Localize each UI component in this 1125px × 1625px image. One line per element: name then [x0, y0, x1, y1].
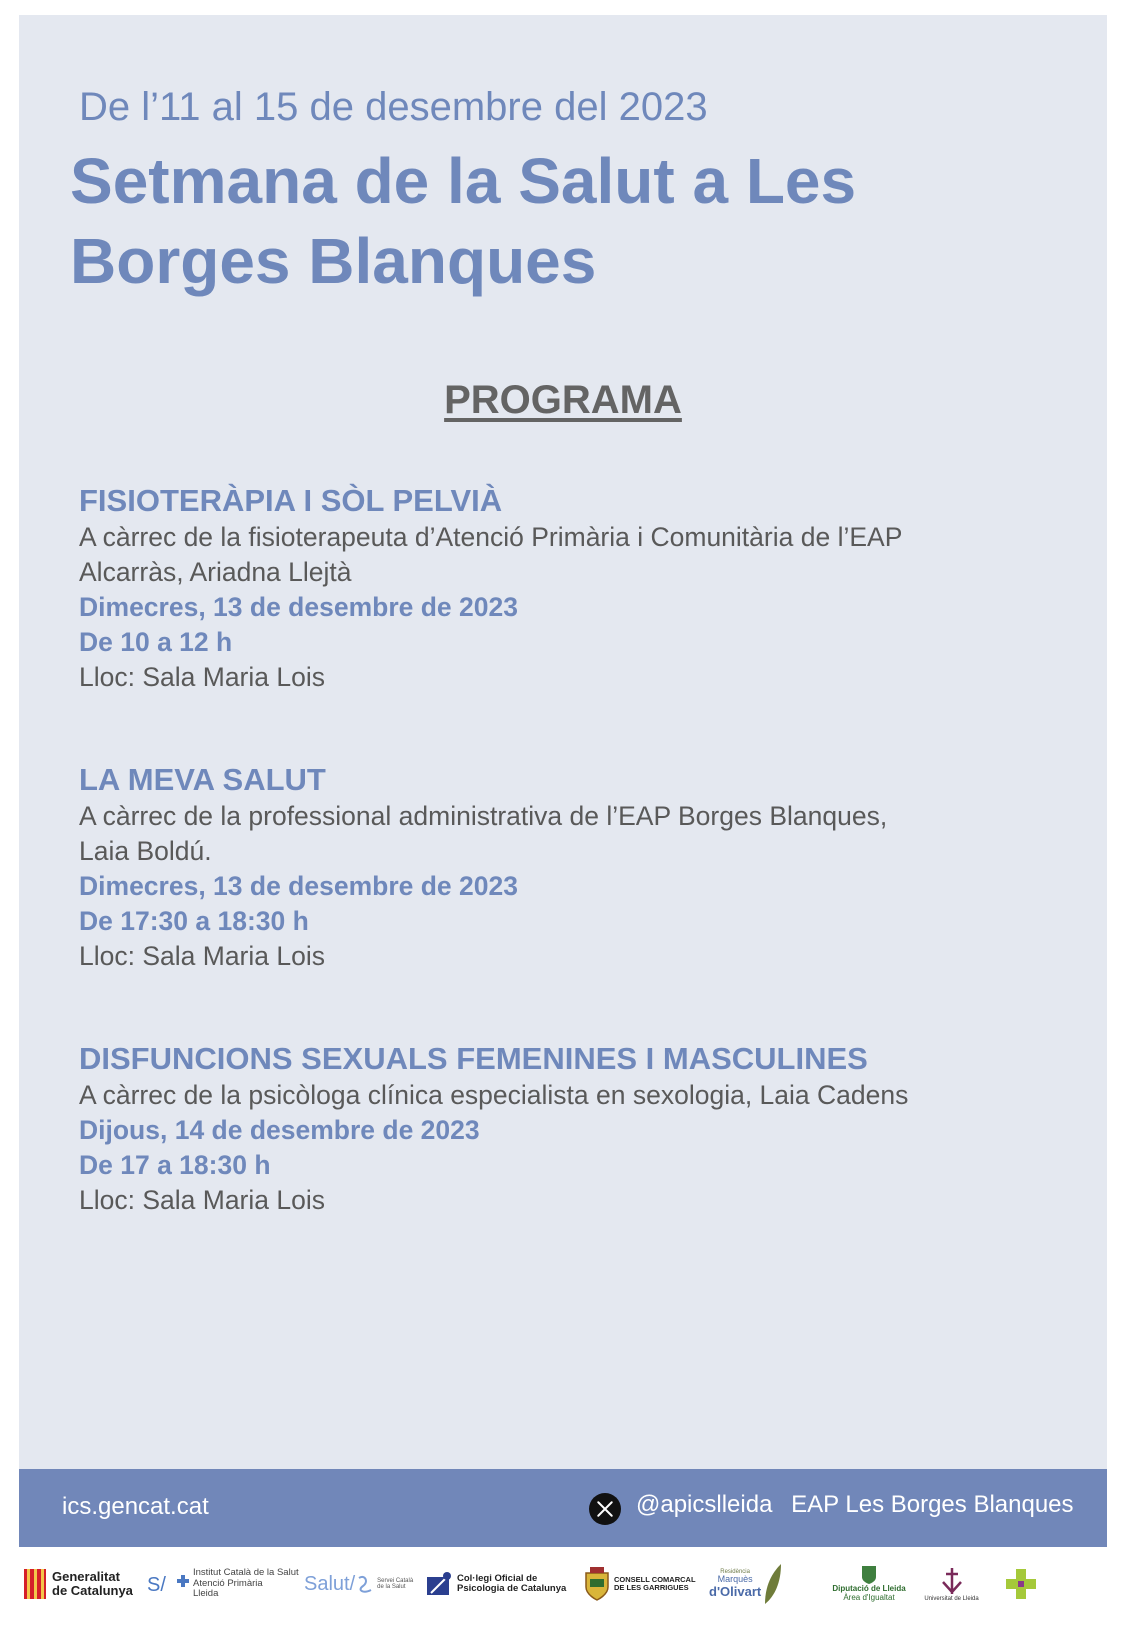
logo-text: Lleida [193, 1588, 219, 1600]
generalitat-flag-icon [24, 1569, 46, 1599]
event-date: Dijous, 14 de desembre de 2023 [79, 1115, 480, 1145]
diputacio-crest-icon [861, 1565, 877, 1585]
logo-text: d'Olivart [709, 1584, 762, 1600]
olive-leaf-icon [761, 1562, 783, 1606]
logo-text: Marquès [717, 1574, 753, 1585]
svg-text:S/: S/ [147, 1574, 166, 1596]
poster-panel [19, 15, 1107, 1469]
universitat-lleida-logo [919, 1550, 984, 1618]
generalitat-logo [24, 1550, 144, 1618]
center-name: EAP Les Borges Blanques [791, 1491, 1074, 1518]
title-line-1: Setmana de la Salut a Les [70, 145, 857, 217]
event-time: De 10 a 12 h [79, 627, 233, 657]
page-title [70, 141, 970, 301]
logo-text: DE LES GARRIGUES [614, 1583, 689, 1592]
x-logo-icon[interactable] [589, 1493, 621, 1525]
social-handle[interactable]: @apicslleida [636, 1491, 773, 1518]
logo-text: Servei Català de la Salut [377, 1578, 414, 1590]
event-place: Lloc: Sala Maria Lois [79, 1185, 325, 1215]
event-description-line: Alcarràs, Ariadna Llejtà [79, 557, 352, 587]
logo-text: Generalitat [52, 1568, 120, 1584]
consell-comarcal-logo [584, 1550, 699, 1618]
consell-shield-icon [584, 1567, 610, 1601]
event-date-range: De l’11 al 15 de desembre del 2023 [79, 85, 708, 129]
event-title: LA MEVA SALUT [79, 762, 326, 797]
sponsor-logos [19, 1550, 1107, 1620]
salut-logo [304, 1550, 422, 1618]
copc-mark-icon [427, 1571, 453, 1597]
event-place: Lloc: Sala Maria Lois [79, 662, 325, 692]
universitat-emblem-icon [937, 1566, 967, 1596]
event-description-line: A càrrec de la fisioterapeuta d’Atenció Primària i Comunitària de l’EAP [79, 522, 903, 552]
event-description-line: A càrrec de la professional administrativa de l’EAP Borges Blanques, [79, 801, 888, 831]
event-block [79, 761, 1039, 974]
title-line-2: Borges Blanques [70, 225, 597, 297]
event-date: Dimecres, 13 de desembre de 2023 [79, 871, 518, 901]
logo-text: Salut/ [304, 1572, 356, 1595]
ics-mark-icon [147, 1571, 191, 1597]
logo-text: Residència [720, 1568, 750, 1575]
marques-olivart-logo [709, 1550, 809, 1618]
event-time: De 17 a 18:30 h [79, 1150, 271, 1180]
event-date: Dimecres, 13 de desembre de 2023 [79, 592, 518, 622]
event-description-line: A càrrec de la psicòloga clínica especialista en sexologia, Laia Cadens [79, 1080, 909, 1110]
cross-icon [1004, 1567, 1038, 1601]
event-block [79, 482, 1039, 695]
program-heading: PROGRAMA [444, 378, 682, 422]
website-link[interactable]: ics.gencat.cat [62, 1493, 209, 1520]
event-title: FISIOTERÀPIA I SÒL PELVIÀ [79, 483, 503, 518]
logo-text: Atenció Primària [193, 1577, 263, 1589]
logo-text: Àrea d'Igualtat [843, 1593, 895, 1602]
logo-text: Institut Català de la Salut [193, 1567, 299, 1579]
logo-text: Diputació de Lleida [832, 1584, 906, 1594]
footer-bar [19, 1469, 1107, 1547]
social-handle-group [636, 1491, 1086, 1519]
event-block [79, 1040, 1039, 1218]
salut-mark-icon [355, 1574, 377, 1594]
copc-logo [427, 1550, 577, 1618]
event-title: DISFUNCIONS SEXUALS FEMENINES I MASCULINES [79, 1041, 868, 1076]
ics-logo [147, 1550, 302, 1618]
event-place: Lloc: Sala Maria Lois [79, 941, 325, 971]
logo-text: CONSELL COMARCAL [614, 1574, 696, 1584]
logo-text: de Catalunya [52, 1583, 133, 1598]
pharmacy-cross-logo [991, 1550, 1051, 1618]
event-time: De 17:30 a 18:30 h [79, 906, 309, 936]
event-description-line: Laia Boldú. [79, 836, 212, 866]
logo-text: Universitat de Lleida [924, 1595, 979, 1602]
logo-text: Col·legi Oficial de [457, 1572, 538, 1584]
diputacio-logo [824, 1550, 914, 1618]
logo-text: Psicologia de Catalunya [457, 1583, 567, 1594]
